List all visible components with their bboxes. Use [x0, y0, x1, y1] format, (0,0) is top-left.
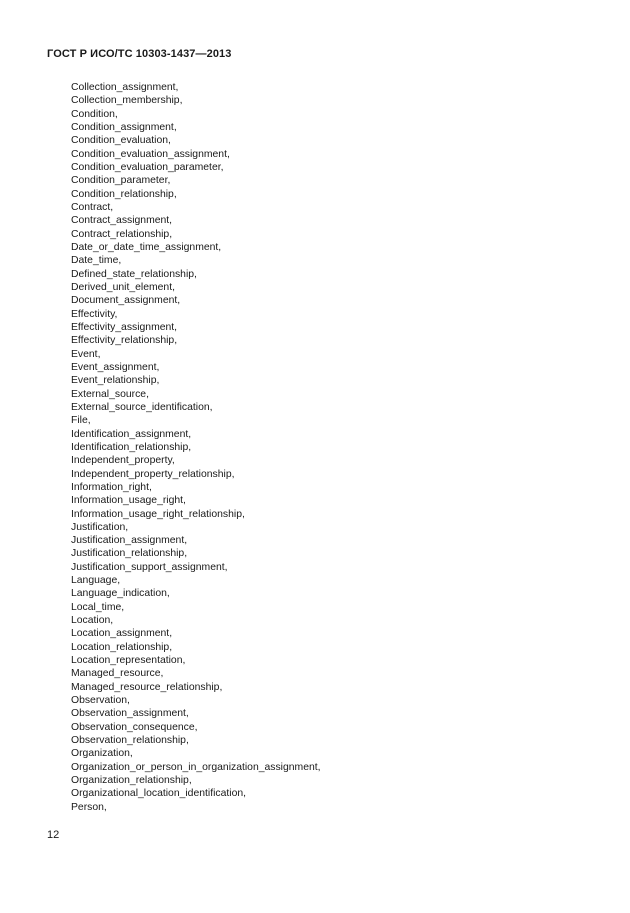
list-item: Information_right,: [71, 481, 152, 493]
list-item: External_source,: [71, 388, 149, 400]
list-item: Condition_evaluation_parameter,: [71, 161, 224, 173]
entity-list: [71, 81, 321, 814]
list-item: Location,: [71, 615, 114, 627]
list-item: Event,: [71, 348, 101, 360]
list-item: Contract,: [71, 201, 114, 213]
list-item: Collection_assignment,: [71, 82, 179, 93]
list-item: Observation_relationship,: [71, 735, 189, 747]
list-item: Identification_relationship,: [71, 441, 192, 453]
list-item: Information_usage_right,: [71, 495, 186, 507]
list-item: Organization_relationship,: [71, 775, 192, 787]
list-item: Organization,: [71, 748, 133, 760]
list-item: Condition_relationship,: [71, 188, 177, 200]
list-item: Date_or_date_time_assignment,: [71, 241, 222, 253]
list-item: Contract_assignment,: [71, 215, 173, 227]
list-item: Organization_or_person_in_organization_assignment,: [71, 761, 321, 773]
list-item: Condition_evaluation_assignment,: [71, 148, 230, 160]
list-item: Defined_state_relationship,: [71, 268, 197, 280]
list-item: Justification_support_assignment,: [71, 561, 228, 573]
document-header: ГОСТ Р ИСО/ТС 10303-1437—2013: [47, 48, 232, 60]
list-item: Effectivity_assignment,: [71, 321, 178, 333]
list-item: Location_assignment,: [71, 628, 173, 640]
list-item: Location_representation,: [71, 655, 186, 667]
list-item: Justification_relationship,: [71, 548, 188, 560]
list-item: Contract_relationship,: [71, 228, 173, 240]
list-item: Event_assignment,: [71, 361, 160, 373]
list-item: Date_time,: [71, 255, 122, 267]
list-item: Managed_resource_relationship,: [71, 681, 223, 693]
list-item: Condition_evaluation,: [71, 135, 171, 147]
list-item: Identification_assignment,: [71, 428, 192, 440]
list-item: Collection_membership,: [71, 95, 183, 107]
list-item: Person,: [71, 801, 107, 813]
list-item: Effectivity_relationship,: [71, 335, 178, 347]
page-number: 12: [47, 829, 60, 841]
list-item: Derived_unit_element,: [71, 281, 175, 293]
list-item: Observation,: [71, 695, 130, 707]
list-item: Managed_resource,: [71, 668, 164, 680]
list-item: Language_indication,: [71, 588, 170, 600]
list-item: Organizational_location_identification,: [71, 788, 247, 800]
list-item: Event_relationship,: [71, 375, 160, 387]
list-item: Justification,: [71, 521, 129, 533]
list-item: Information_usage_right_relationship,: [71, 508, 245, 520]
list-item: Independent_property_relationship,: [71, 468, 235, 480]
list-item: Condition,: [71, 108, 118, 120]
list-item: File,: [71, 415, 91, 427]
list-item: Language,: [71, 575, 121, 587]
list-item: Location_relationship,: [71, 641, 173, 653]
list-item: External_source_identification,: [71, 401, 213, 413]
list-item: Justification_assignment,: [71, 535, 188, 547]
list-item: Observation_consequence,: [71, 721, 198, 733]
list-item: Independent_property,: [71, 455, 175, 467]
list-item: Observation_assignment,: [71, 708, 189, 720]
list-item: Condition_parameter,: [71, 175, 171, 187]
list-item: Document_assignment,: [71, 295, 181, 307]
list-item: Effectivity,: [71, 308, 118, 320]
list-item: Condition_assignment,: [71, 121, 177, 133]
list-item: Local_time,: [71, 601, 125, 613]
